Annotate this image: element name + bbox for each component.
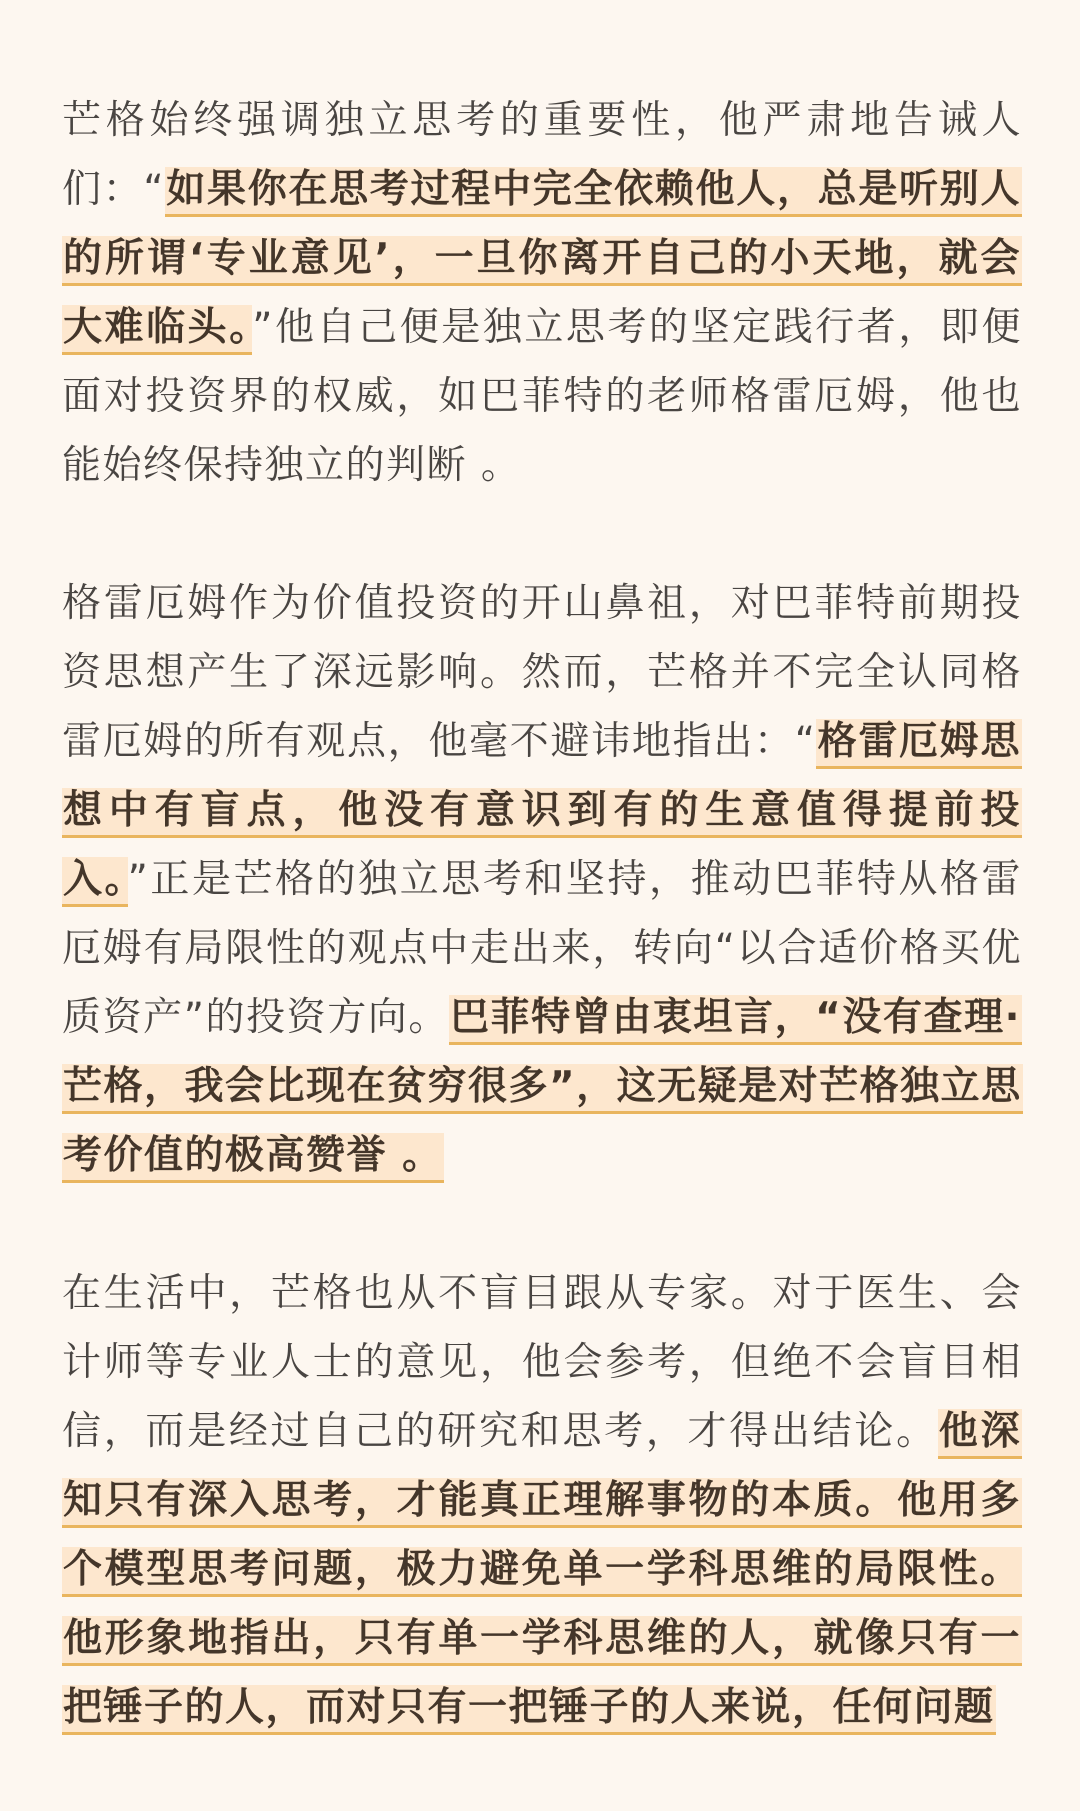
- paragraph-1: [62, 86, 1022, 500]
- text-segment: 格雷厄姆作为价值投资的开山鼻祖，对巴菲特前期投资思想产生了深远影响。然而，芒格并不完全认同格雷厄姆的所有观点，他毫不避讳地指出：“: [62, 581, 1022, 764]
- text-segment: ”正是芒格的独立思考和坚持，推动巴菲特从格雷厄姆有局限性的观点中走出来，转向“以合适价格买优质资产”的投资方向。: [62, 857, 1022, 1040]
- article-body: [62, 86, 1022, 1811]
- highlighted-quote: 巴菲特曾由衷坦言，“没有查理·芒格，我会比现在贫穷很多”，这无疑是对芒格独立思考价值的极高赞誉 。: [62, 995, 1023, 1183]
- text-segment: 芒格始终强调独立思考的重要性，他严肃地告诫人们：“: [62, 98, 1022, 212]
- text-segment: ”他自己便是独立思考的坚定践行者，即便面对投资界的权威，如巴菲特的老师格雷厄姆，他也能始终保持独立的判断 。: [62, 305, 1022, 488]
- highlighted-quote: 格雷厄姆思想中有盲点，他没有意识到有的生意值得提前投入。: [62, 719, 1022, 907]
- highlighted-quote: 他深知只有深入思考，才能真正理解事物的本质。他用多个模型思考问题，极力避免单一学科思维的局限性。他形象地指出，只有单一学科思维的人，就像只有一把锤子的人，而对只有一把锤子的人来说，任何问题: [62, 1409, 1022, 1735]
- highlighted-quote: 如果你在思考过程中完全依赖他人，总是听别人的所谓‘专业意见’，一旦你离开自己的小天地，就会大难临头。: [62, 167, 1022, 355]
- paragraph-2: [62, 569, 1022, 1190]
- text-segment: 在生活中，芒格也从不盲目跟从专家。对于医生、会计师等专业人士的意见，他会参考，但绝不会盲目相信，而是经过自己的研究和思考，才得出结论。: [62, 1271, 1022, 1454]
- paragraph-3: [62, 1259, 1022, 1742]
